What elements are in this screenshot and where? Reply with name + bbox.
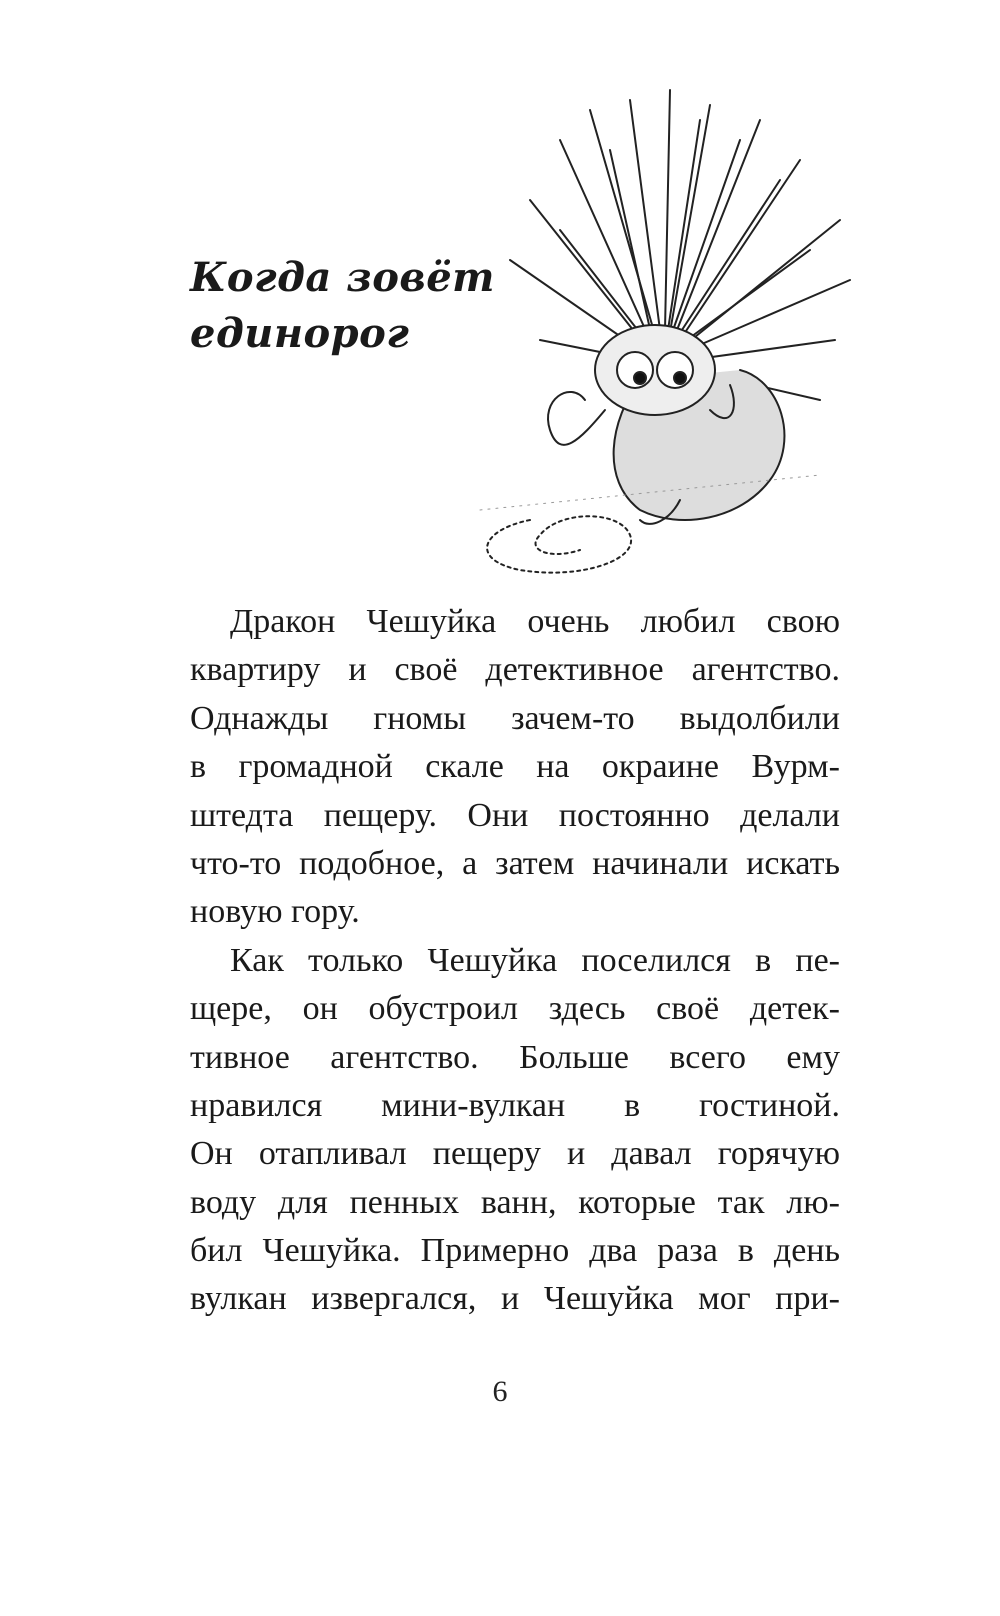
text-line: Как только Чешуйка поселился в пе- (230, 941, 840, 979)
text-line: Он отапливал пещеру и давал горячую (190, 1135, 840, 1173)
text-line: Однажды гномы зачем-то выдолбили (190, 699, 840, 737)
text-line: в громадной скале на окраине Вурм- (190, 748, 840, 786)
text-line: Дракон Чешуйка очень любил свою (230, 603, 840, 640)
text-line: квартиру и своё детективное агентство. (190, 651, 840, 689)
text-line: новую гору. (190, 893, 360, 931)
body-text (190, 598, 840, 1324)
text-line: штедта пещеру. Они постоянно делали (190, 796, 840, 834)
text-line: бил Чешуйка. Примерно два раза в день (190, 1232, 840, 1270)
page-number: 6 (492, 1375, 508, 1408)
text-line: нравился мини-вулкан в гостиной. (190, 1086, 840, 1124)
text-line: воду для пенных ванн, которые так лю- (190, 1183, 840, 1221)
chapter-title-line-1: Когда зовёт (190, 254, 495, 301)
text-line: что-то подобное, а затем начинали искать (190, 844, 840, 882)
hedgehog-creature-drawing-icon (440, 80, 860, 580)
chapter-title-line-2: единорог (190, 310, 410, 357)
text-line: щере, он обустроил здесь своё детек- (190, 990, 840, 1028)
text-line: тивное агентство. Больше всего ему (190, 1038, 840, 1076)
text-line: вулкан извергался, и Чешуйка мог при- (190, 1280, 840, 1318)
